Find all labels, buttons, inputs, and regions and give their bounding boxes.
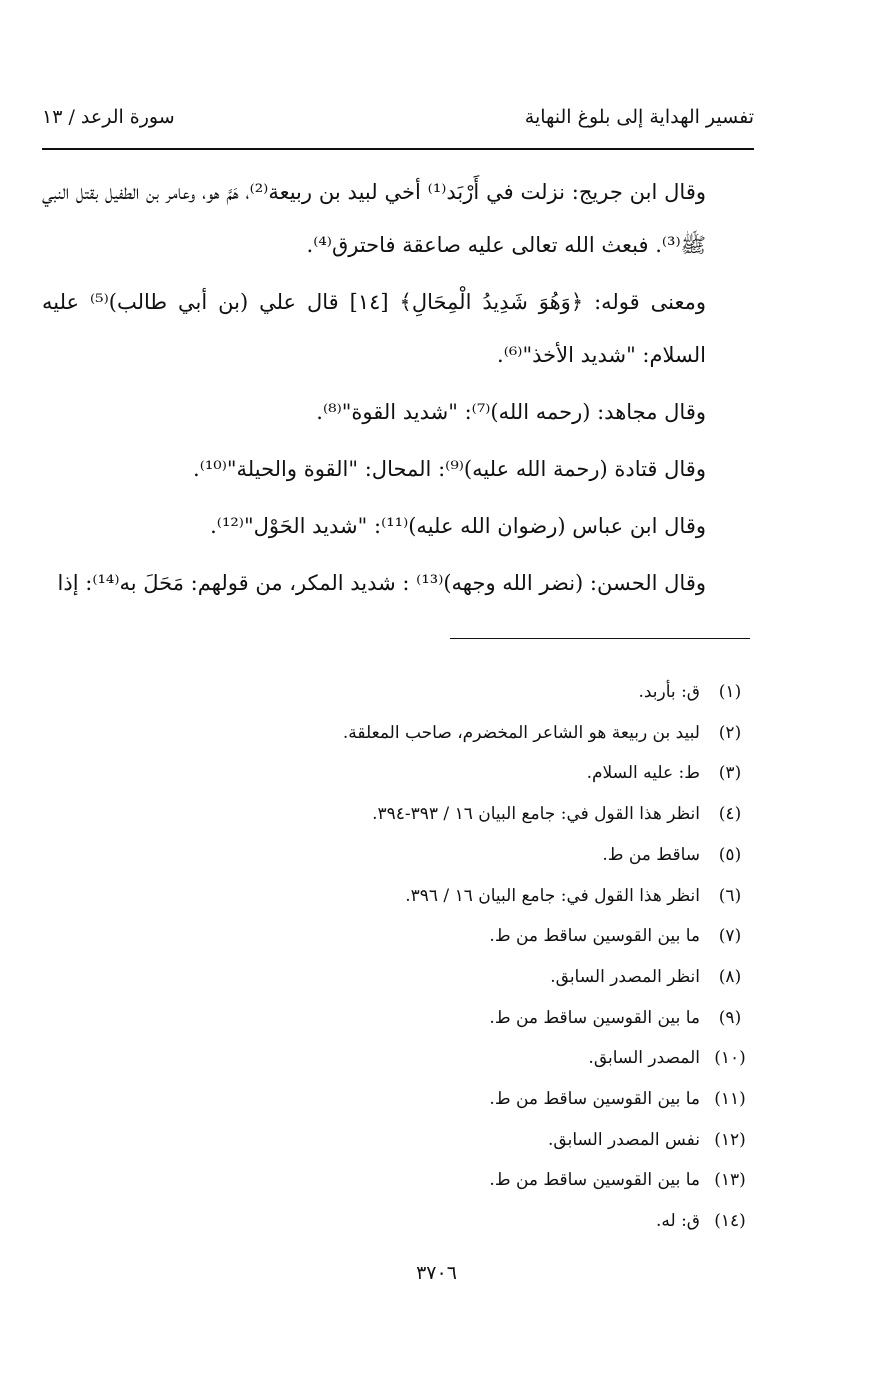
page-number: ٣٧٠٦ bbox=[416, 1262, 457, 1284]
footnote-number: (٢) bbox=[718, 722, 742, 743]
footnote-text: ما بين القوسين ساقط من ط. bbox=[489, 1170, 700, 1191]
footnote-number: (٦) bbox=[718, 885, 742, 906]
footnotes-list bbox=[42, 672, 752, 1242]
footnote-item bbox=[42, 835, 752, 876]
footnote-item bbox=[42, 1201, 752, 1242]
paragraph: وقال ابن عباس (رضوان الله عليه)⁽¹¹⁾: "شديد الحَوْل"⁽¹²⁾. bbox=[210, 514, 706, 538]
footnote-item bbox=[42, 794, 752, 835]
surah-page-label: سورة الرعد / ١٣ bbox=[42, 106, 175, 128]
paragraph: وقال الحسن: (نضر الله وجهه)⁽¹³⁾ : شديد المكر، من قولهم: مَحَلَ به⁽¹⁴⁾: إذا bbox=[57, 571, 706, 595]
footnote-item bbox=[42, 998, 752, 1039]
footnote-text: ما بين القوسين ساقط من ط. bbox=[489, 926, 700, 947]
footnote-item bbox=[42, 916, 752, 957]
footnote-text: ط: عليه السلام. bbox=[586, 763, 700, 784]
footnote-text: ساقط من ط. bbox=[602, 844, 700, 865]
footnote-number: (١٤) bbox=[714, 1211, 746, 1232]
footnote-item bbox=[42, 672, 752, 713]
footnote-number: (٧) bbox=[718, 926, 742, 947]
footnote-item bbox=[42, 1038, 752, 1079]
paragraph: وقال قتادة (رحمة الله عليه)⁽⁹⁾: المحال: "القوة والحيلة"⁽¹⁰⁾. bbox=[193, 457, 706, 481]
footnote-item bbox=[42, 957, 752, 998]
footnote-item bbox=[42, 876, 752, 917]
footnote-separator bbox=[450, 638, 750, 639]
footnote-number: (٤) bbox=[718, 804, 742, 825]
footnote-text: نفس المصدر السابق. bbox=[548, 1129, 700, 1150]
footnote-text: ق: له. bbox=[655, 1211, 700, 1232]
paragraph: وقال ابن جريج: نزلت في أَرْبَد⁽¹⁾ أخي لبيد بن ربيعة⁽²⁾، هَمَّ هو، وعامر بن الطفيل بقتل النبي ﷺ⁽³⁾. فبعث الله تعالى عليه صاعقة فاحترق⁽⁴⁾. bbox=[42, 180, 706, 257]
footnote-text: انظر هذا القول في: جامع البيان ١٦ / ٣٩٦. bbox=[405, 885, 700, 906]
footnote-number: (١) bbox=[718, 682, 742, 702]
footnote-number: (١٠) bbox=[714, 1048, 746, 1069]
footnote-item bbox=[42, 1120, 752, 1161]
footnote-item bbox=[42, 713, 752, 754]
footnote-text: المصدر السابق. bbox=[588, 1048, 700, 1069]
paragraph: وقال مجاهد: (رحمه الله)⁽⁷⁾: "شديد القوة"⁽⁸⁾. bbox=[316, 400, 706, 424]
footnote-number: (٨) bbox=[718, 966, 742, 987]
footnote-number: (١١) bbox=[714, 1089, 746, 1110]
paragraph: ومعنى قوله: ﴿وَهُوَ شَدِيدُ الْمِحَالِ﴾ [١٤] قال علي (بن أبي طالب)⁽⁵⁾ عليه السلام: "شديد الأخذ"⁽⁶⁾. bbox=[42, 290, 706, 367]
footnote-item bbox=[42, 1079, 752, 1120]
footnote-text: ما بين القوسين ساقط من ط. bbox=[489, 1007, 700, 1028]
footnote-text: انظر المصدر السابق. bbox=[550, 966, 700, 987]
footnote-item bbox=[42, 753, 752, 794]
main-text bbox=[42, 166, 754, 614]
footnote-text: لبيد بن ربيعة هو الشاعر المخضرم، صاحب المعلقة. bbox=[342, 722, 700, 743]
book-title: تفسير الهداية إلى بلوغ النهاية bbox=[524, 106, 754, 128]
running-header bbox=[42, 100, 754, 150]
footnote-text: ق: بأربد. bbox=[638, 682, 700, 702]
footnote-number: (٥) bbox=[718, 844, 742, 865]
footnote-text: ما بين القوسين ساقط من ط. bbox=[489, 1089, 700, 1110]
footnote-number: (٩) bbox=[718, 1007, 742, 1028]
footnote-number: (٣) bbox=[718, 763, 742, 784]
footnote-number: (١٢) bbox=[714, 1129, 746, 1150]
footnote-item bbox=[42, 1160, 752, 1201]
footnote-number: (١٣) bbox=[714, 1170, 746, 1191]
footnote-text: انظر هذا القول في: جامع البيان ١٦ / ٣٩٣-٣٩٤. bbox=[372, 804, 700, 825]
